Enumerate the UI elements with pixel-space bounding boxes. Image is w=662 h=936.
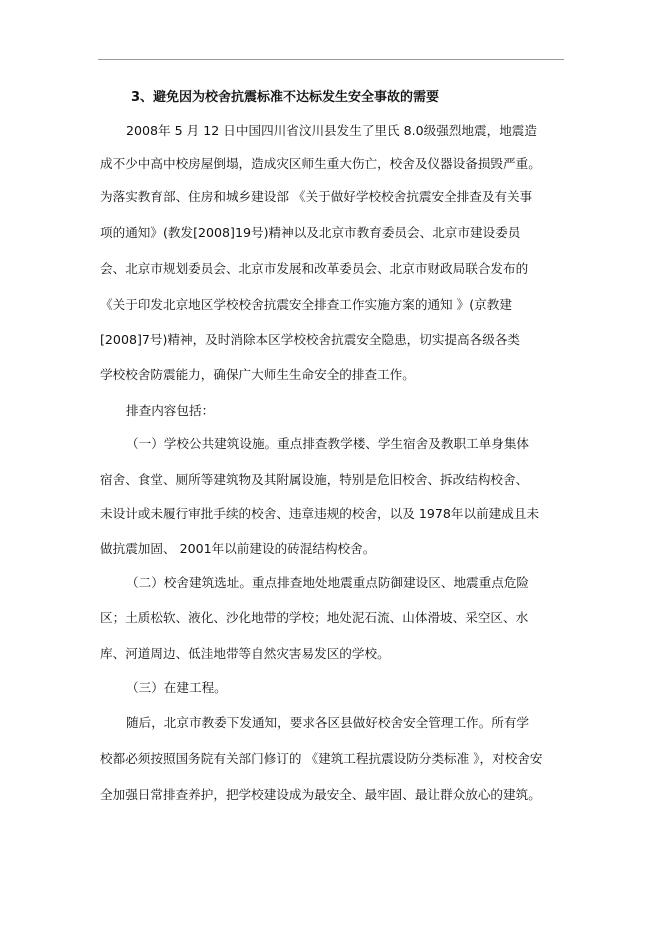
item1-line: 未设计或未履行审批手续的校舍、违章违规的校舍，以及 1978年以前建成且未	[100, 506, 540, 521]
item1-line: （一）学校公共建筑设施。重点排查教学楼、学生宿舍及教职工单身集体	[126, 436, 529, 451]
paragraph1-line: 2008年 5 月 12 日中国四川省汶川县发生了里氏 8.0级强烈地震，地震造	[126, 123, 537, 138]
paragraph1-line: 《关于印发北京地区学校校舍抗震安全排查工作实施方案的通知 》(京教建	[100, 297, 512, 312]
paragraph1-line: 学校校舍防震能力，确保广大师生生命安全的排查工作。	[100, 367, 415, 382]
paragraph1-line: 项的通知》(教发[2008]19号)精神以及北京市教育委员会、北京市建设委员	[100, 225, 521, 240]
paragraph1-line: 成不少中高中校房屋倒塌，造成灾区师生重大伤亡，校舍及仪器设备损毁严重。	[100, 156, 541, 171]
intro-line: 排查内容包括：	[126, 403, 215, 418]
paragraph1-line: [2008]7号)精神，及时消除本区学校校舍抗震安全隐患，切实提高各级各类	[100, 332, 521, 347]
item1-line: 做抗震加固、 2001年以前建设的砖混结构校舍。	[100, 541, 376, 556]
paragraph2-line: 全加强日常排查养护，把学校建设成为最安全、最牢固、最让群众放心的建筑。	[100, 787, 541, 802]
item3-line: （三）在建工程。	[126, 680, 227, 695]
item2-line: （二）校舍建筑选址。重点排查地处地震重点防御建设区、地震重点危险	[126, 575, 529, 590]
item2-line: 库、河道周边、低洼地带等自然灾害易发区的学校。	[100, 646, 390, 661]
paragraph1-line: 为落实教育部、住房和城乡建设部 《关于做好学校校舍抗震安全排查及有关事	[100, 189, 533, 204]
item2-line: 区；土质松软、液化、沙化地带的学校；地处泥石流、山体滑坡、采空区、水	[100, 610, 529, 625]
section-heading: 3、避免因为校舍抗震标准不达标发生安全事故的需要	[131, 90, 440, 105]
item1-line: 宿舍、食堂、厕所等建筑物及其附属设施，特别是危旧校舍、拆改结构校舍、	[100, 472, 529, 487]
header-rule	[98, 59, 564, 60]
paragraph1-line: 会、北京市规划委员会、北京市发展和改革委员会、北京市财政局联合发布的	[100, 261, 529, 276]
paragraph2-line: 校都必须按照国务院有关部门修订的 《建筑工程抗震设防分类标准 》，对校舍安	[100, 751, 543, 766]
paragraph2-line: 随后，北京市教委下发通知，要求各区县做好校舍安全管理工作。所有学	[126, 715, 529, 730]
